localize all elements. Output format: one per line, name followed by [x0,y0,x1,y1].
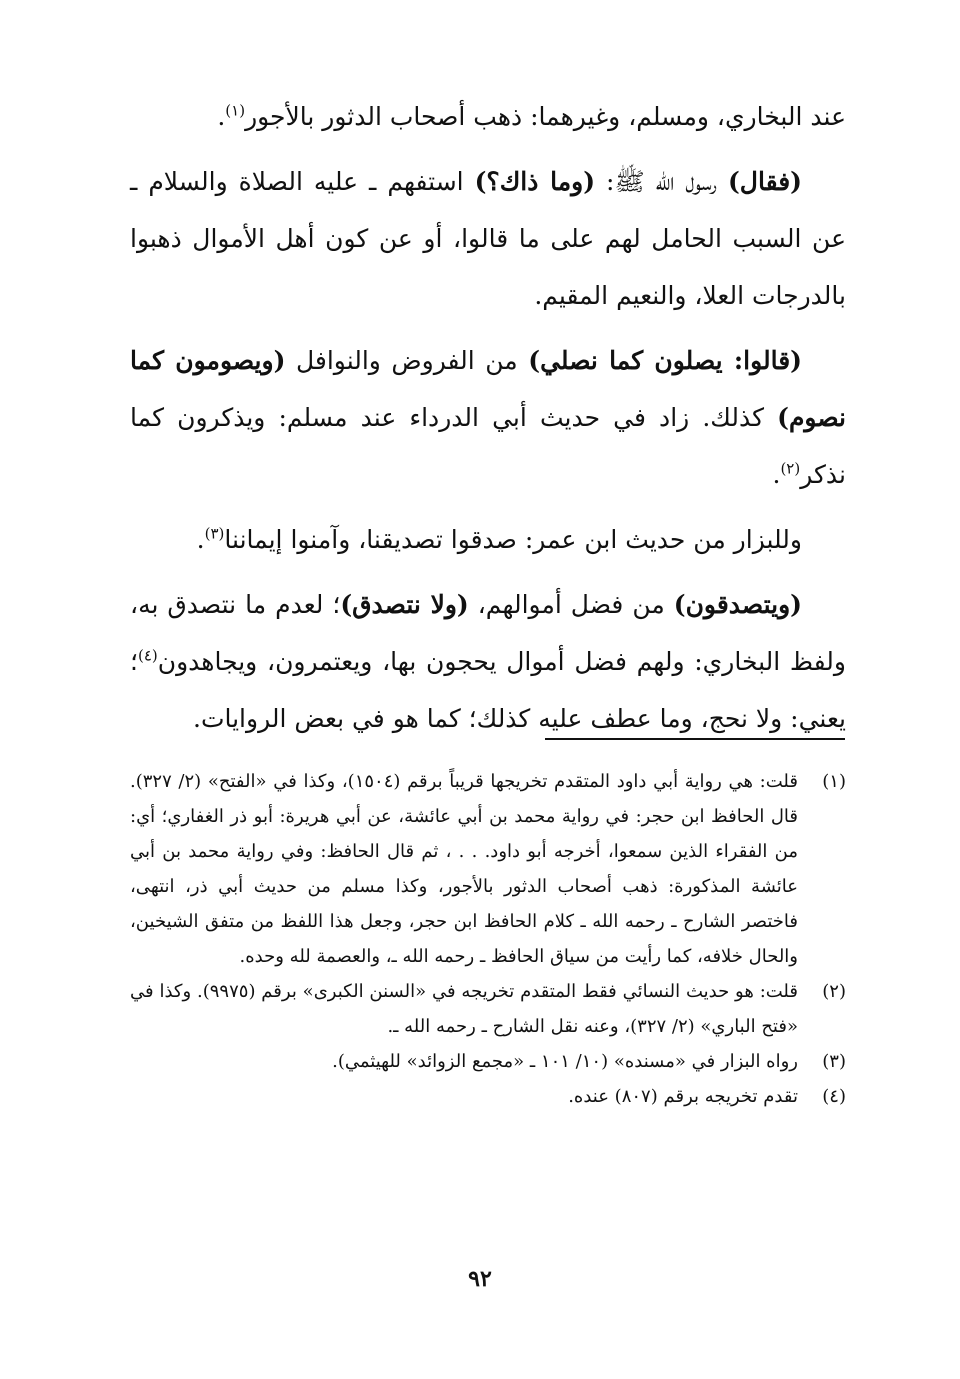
bold-phrase: (ويتصدقون) [673,590,802,619]
paragraph-4 [130,511,846,568]
footnote-ref-3[interactable]: (٣) [204,524,225,543]
bold-phrase: (وما ذاك؟) [474,167,596,196]
main-text [130,88,846,755]
bold-phrase: (قالوا: يصلون كما نصلي) [528,346,803,375]
paragraph-text: ؛ لعدم ما نتصدق به، ولفظ البخاري: ولهم فضل أموال يحجون بها، ويعتمرون، ويجاهدون [130,590,846,676]
footnote-ref-4[interactable]: (٤) [137,646,158,665]
paragraph-text: . [772,460,781,489]
footnotes [130,764,846,1114]
paragraph-text: من فضل أموالهم، [468,590,674,619]
paragraph-text: ؛ يعني: ولا نحج، وما عطف عليه كذلك؛ كما هو في بعض الروايات. [130,647,846,733]
paragraph-text: . [217,102,226,131]
footnote [130,764,846,974]
footnote-text: تقدم تخريجه برقم (٨٠٧) عنده. [568,1086,798,1107]
footnote-number: (٣) [822,1051,846,1072]
paragraph-text: من الفروض والنوافل [285,346,529,375]
bold-phrase: (فقال) [727,167,802,196]
footnote-number: (٢) [822,981,846,1002]
paragraph-2 [130,153,846,324]
paragraph-5 [130,576,846,747]
footnote [130,1079,846,1114]
bold-phrase: (ولا نتصدق) [340,590,469,619]
paragraph-text: استفهم ـ عليه الصلاة والسلام ـ عن السبب الحامل لهم على ما قالوا، أو عن كون أهل الأموال ذهبوا بالدرجات العلا، والنعيم المقيم. [130,167,846,310]
paragraph-text: عند البخاري، ومسلم، وغيرهما: ذهب أصحاب الدثور بالأجور [245,102,846,131]
paragraph-1 [130,88,846,145]
paragraph-text: وللبزار من حديث ابن عمر: صدقوا تصديقنا، وآمنوا إيماننا [224,525,802,554]
footnote-number: (٤) [822,1086,846,1107]
footnote-divider [545,738,845,740]
paragraph-text: كذلك. زاد في حديث أبي الدرداء عند مسلم: ويذكرون كما نذكر [130,403,846,489]
footnote-text: رواه البزار في «مسنده» (١٠/ ١٠١ ـ «مجمع الزوائد» للهيثمي). [332,1051,798,1072]
footnote-text: قلت: هو حديث النسائي فقط المتقدم تخريجه في «السنن الكبرى» برقم (٩٩٧٥). وكذا في «فتح الباري» (٢/ ٣٢٧)، وعنه نقل الشارح ـ رحمه الله ـ. [130,981,798,1037]
footnote-number: (١) [822,771,846,792]
bold-phrase: (ويصومون كما نصوم) [130,346,846,432]
footnote-ref-2[interactable]: (٢) [780,459,801,478]
paragraph-text: رسول الله ﷺ: [595,167,728,196]
page-number: ٩٢ [468,1266,492,1292]
footnote-ref-1[interactable]: (١) [225,101,246,120]
paragraph-3 [130,332,846,503]
footnote [130,974,846,1044]
footnote [130,1044,846,1079]
paragraph-text: . [196,525,205,554]
footnote-text: قلت: هي رواية أبي داود المتقدم تخريجها قريباً برقم (١٥٠٤)، وكذا في «الفتح» (٢/ ٣٢٧). قال الحافظ ابن حجر: في رواية محمد بن أبي عائشة، عن أبي هريرة: أبو ذر الغفاري؛ أي: من الفقراء الذين سمعوا، أخرجه أبو داود. . . ، ثم قال الحافظ: وفي رواية محمد بن أبي عائشة المذكورة: ذهب أصحاب الدثور بالأجور، وكذا مسلم من حديث أبي ذر، انتهى، فاختصر الشارح ـ رحمه الله ـ كلام الحافظ ابن حجر، وجعل هذا اللفظ من متفق الشيخين، والحال خلافه، كما رأيت من سياق الحافظ ـ رحمه الله ـ، والعصمة لله وحده. [130,771,798,967]
